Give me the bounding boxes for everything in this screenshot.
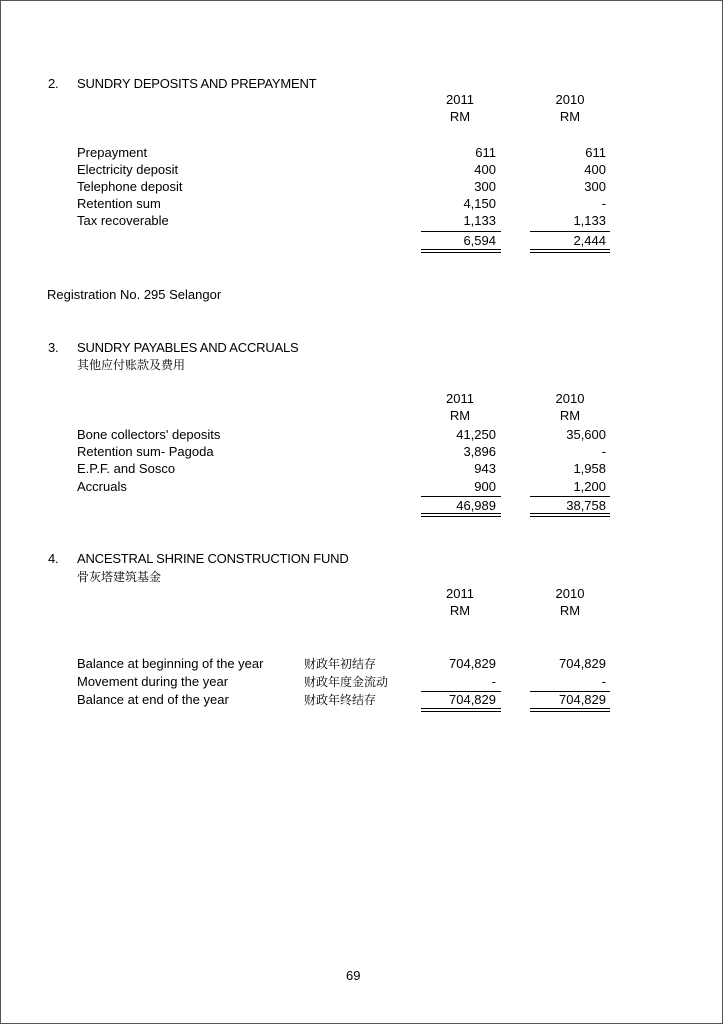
subtotal-rule (530, 231, 610, 232)
row-label: Accruals (77, 479, 127, 494)
total-2011: 46,989 (456, 498, 496, 513)
row-label: E.P.F. and Sosco (77, 461, 176, 476)
section-number: 4. (48, 551, 59, 566)
row-label: Electricity deposit (77, 162, 179, 177)
section-title: SUNDRY PAYABLES AND ACCRUALS (77, 340, 299, 355)
total-double-rule (530, 249, 610, 253)
row-value-2010: 1,958 (573, 461, 606, 476)
row-label: Bone collectors' deposits (77, 427, 221, 442)
row-label-chinese: 财政年初结存 (304, 657, 377, 671)
subtotal-rule (530, 496, 610, 497)
row-value-2011: 400 (474, 162, 496, 177)
total-2010: 2,444 (573, 233, 606, 248)
row-value-2011: 943 (474, 461, 496, 476)
row-value-2011: 3,896 (463, 444, 496, 459)
row-value-2011: 611 (475, 145, 496, 160)
row-value-2010: 35,600 (566, 427, 606, 442)
col-year-2010: 2010 (555, 586, 585, 601)
col-year-2011: 2011 (446, 586, 474, 601)
row-label: Balance at beginning of the year (77, 656, 264, 671)
row-value-2010: - (601, 196, 606, 211)
row-value-2010: 400 (584, 162, 606, 177)
col-unit-2010: RM (559, 603, 581, 618)
row-value-2011: - (491, 674, 496, 689)
section-title: SUNDRY DEPOSITS AND PREPAYMENT (77, 76, 317, 91)
total-double-rule (421, 249, 501, 253)
row-value-2010: - (601, 444, 606, 459)
subtotal-rule (421, 231, 501, 232)
page-number: 69 (346, 968, 361, 983)
section-subtitle-chinese: 骨灰塔建筑基金 (77, 570, 162, 584)
row-value-2011: 900 (474, 479, 496, 494)
total-double-rule (421, 708, 501, 712)
col-unit-2011: RM (449, 109, 471, 124)
col-year-2011: 2011 (446, 391, 474, 406)
row-value-2010: - (601, 674, 606, 689)
row-value-2010: 704,829 (559, 656, 606, 671)
total-2011: 6,594 (463, 233, 496, 248)
registration-number: Registration No. 295 Selangor (47, 287, 222, 302)
row-value-2010: 1,133 (573, 213, 606, 228)
col-unit-2011: RM (449, 603, 471, 618)
row-label: Retention sum (77, 196, 161, 211)
total-double-rule (530, 513, 610, 517)
row-value-2010: 704,829 (559, 692, 606, 707)
subtotal-rule (421, 496, 501, 497)
total-2010: 38,758 (566, 498, 606, 513)
total-double-rule (421, 513, 501, 517)
col-unit-2010: RM (559, 109, 581, 124)
row-value-2011: 41,250 (456, 427, 496, 442)
col-year-2010: 2010 (555, 92, 585, 107)
row-value-2010: 611 (585, 145, 606, 160)
row-value-2011: 300 (474, 179, 496, 194)
col-year-2010: 2010 (555, 391, 585, 406)
row-value-2010: 1,200 (573, 479, 606, 494)
row-label-chinese: 财政年终结存 (304, 693, 377, 707)
row-label-chinese: 财政年度金流动 (304, 675, 389, 689)
row-label: Prepayment (77, 145, 148, 160)
row-value-2011: 4,150 (463, 196, 496, 211)
row-value-2010: 300 (584, 179, 606, 194)
row-label: Tax recoverable (77, 213, 169, 228)
row-label: Telephone deposit (77, 179, 183, 194)
row-value-2011: 704,829 (449, 656, 496, 671)
col-year-2011: 2011 (446, 92, 474, 107)
col-unit-2010: RM (559, 408, 581, 423)
row-label: Balance at end of the year (77, 692, 229, 707)
section-subtitle-chinese: 其他应付账款及费用 (77, 358, 186, 372)
section-number: 3. (48, 340, 59, 355)
row-value-2011: 704,829 (449, 692, 496, 707)
row-value-2011: 1,133 (463, 213, 496, 228)
total-double-rule (530, 708, 610, 712)
row-label: Movement during the year (77, 674, 229, 689)
section-number: 2. (48, 76, 59, 91)
col-unit-2011: RM (449, 408, 471, 423)
section-title: ANCESTRAL SHRINE CONSTRUCTION FUND (77, 551, 349, 566)
row-label: Retention sum- Pagoda (77, 444, 214, 459)
